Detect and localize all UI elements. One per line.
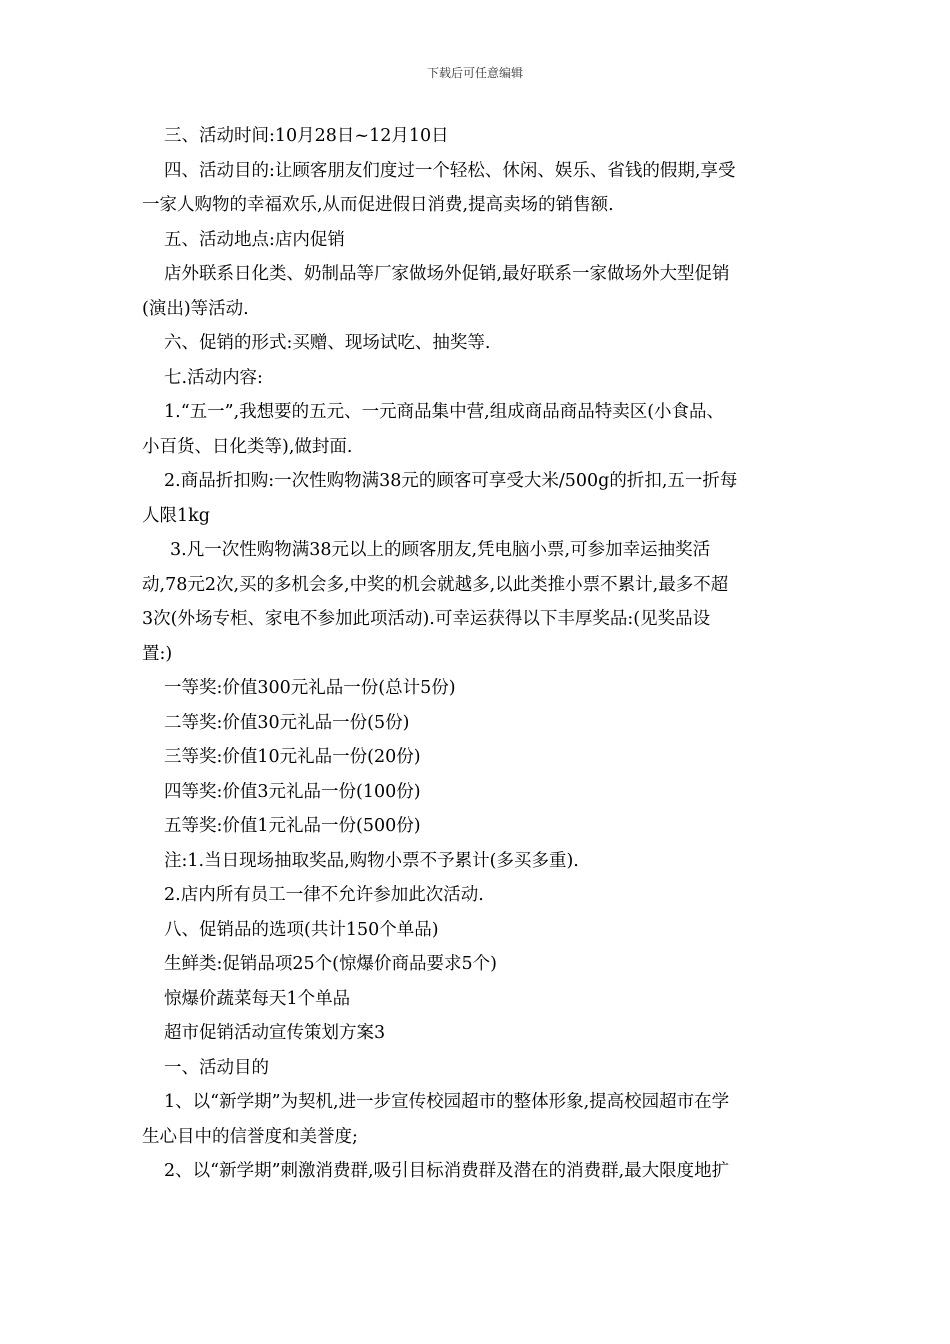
paragraph-line: 动,78元2次,买的多机会多,中奖的机会就越多,以此类推小票不累计,最多不超 — [142, 574, 729, 595]
paragraph-line: 小百货、日化类等),做封面. — [142, 436, 353, 457]
paragraph-line: 注:1.当日现场抽取奖品,购物小票不予累计(多买多重). — [164, 850, 579, 871]
paragraph-line: 店外联系日化类、奶制品等厂家做场外促销,最好联系一家做场外大型促销 — [164, 264, 730, 284]
page-header-note: 下载后可任意编辑 — [426, 66, 523, 80]
paragraph-line: 三、活动时间:10月28日~12月10日 — [164, 126, 449, 146]
paragraph-line: 1.“五一”,我想要的五元、一元商品集中营,组成商品商品特卖区(小食品、 — [164, 402, 725, 422]
paragraph-line: 2、以“新学期”刺激消费群,吸引目标消费群及潜在的消费群,最大限度地扩 — [164, 1161, 730, 1181]
paragraph-line: 2.商品折扣购:一次性购物满38元的顾客可享受大米/500g的折扣,五一折每 — [164, 471, 738, 491]
paragraph-line: 五、活动地点:店内促销 — [164, 229, 345, 250]
prize-line: 四等奖:价值3元礼品一份(100份) — [164, 781, 421, 802]
document-body — [142, 119, 808, 1189]
paragraph-line: 3次(外场专柜、家电不参加此项活动).可幸运获得以下丰厚奖品:(见奖品设 — [142, 609, 711, 629]
paragraph-line: 六、促销的形式:买赠、现场试吃、抽奖等. — [164, 333, 491, 353]
paragraph-line: 惊爆价蔬菜每天1个单品 — [164, 988, 351, 1009]
prize-line: 一等奖:价值300元礼品一份(总计5份) — [164, 678, 456, 698]
paragraph-line: 生心目中的信誉度和美誉度; — [142, 1126, 358, 1147]
paragraph-line: 1、以“新学期”为契机,进一步宣传校园超市的整体形象,提高校园超市在学 — [164, 1092, 730, 1112]
paragraph-line: 3.凡一次性购物满38元以上的顾客朋友,凭电脑小票,可参加幸运抽奖活 — [170, 540, 711, 560]
paragraph-line: 人限1kg — [142, 505, 210, 526]
paragraph-line: 置:) — [142, 643, 173, 664]
paragraph-line: (演出)等活动. — [142, 298, 249, 319]
document-subtitle: 超市促销活动宣传策划方案3 — [164, 1023, 386, 1043]
section-heading: 八、促销品的选项(共计150个单品) — [164, 919, 439, 940]
paragraph-line: 2.店内所有员工一律不允许参加此次活动. — [164, 885, 484, 905]
prize-line: 五等奖:价值1元礼品一份(500份) — [164, 816, 421, 836]
prize-line: 三等奖:价值10元礼品一份(20份) — [164, 747, 421, 767]
prize-line: 二等奖:价值30元礼品一份(5份) — [164, 712, 410, 733]
section-heading: 一、活动目的 — [164, 1057, 269, 1078]
paragraph-line: 一家人购物的幸福欢乐,从而促进假日消费,提高卖场的销售额. — [142, 195, 614, 215]
paragraph-line: 七.活动内容: — [164, 367, 263, 388]
paragraph-line: 四、活动目的:让顾客朋友们度过一个轻松、休闲、娱乐、省钱的假期,享受 — [164, 160, 736, 181]
paragraph-line: 生鲜类:促销品项25个(惊爆价商品要求5个) — [164, 954, 497, 974]
